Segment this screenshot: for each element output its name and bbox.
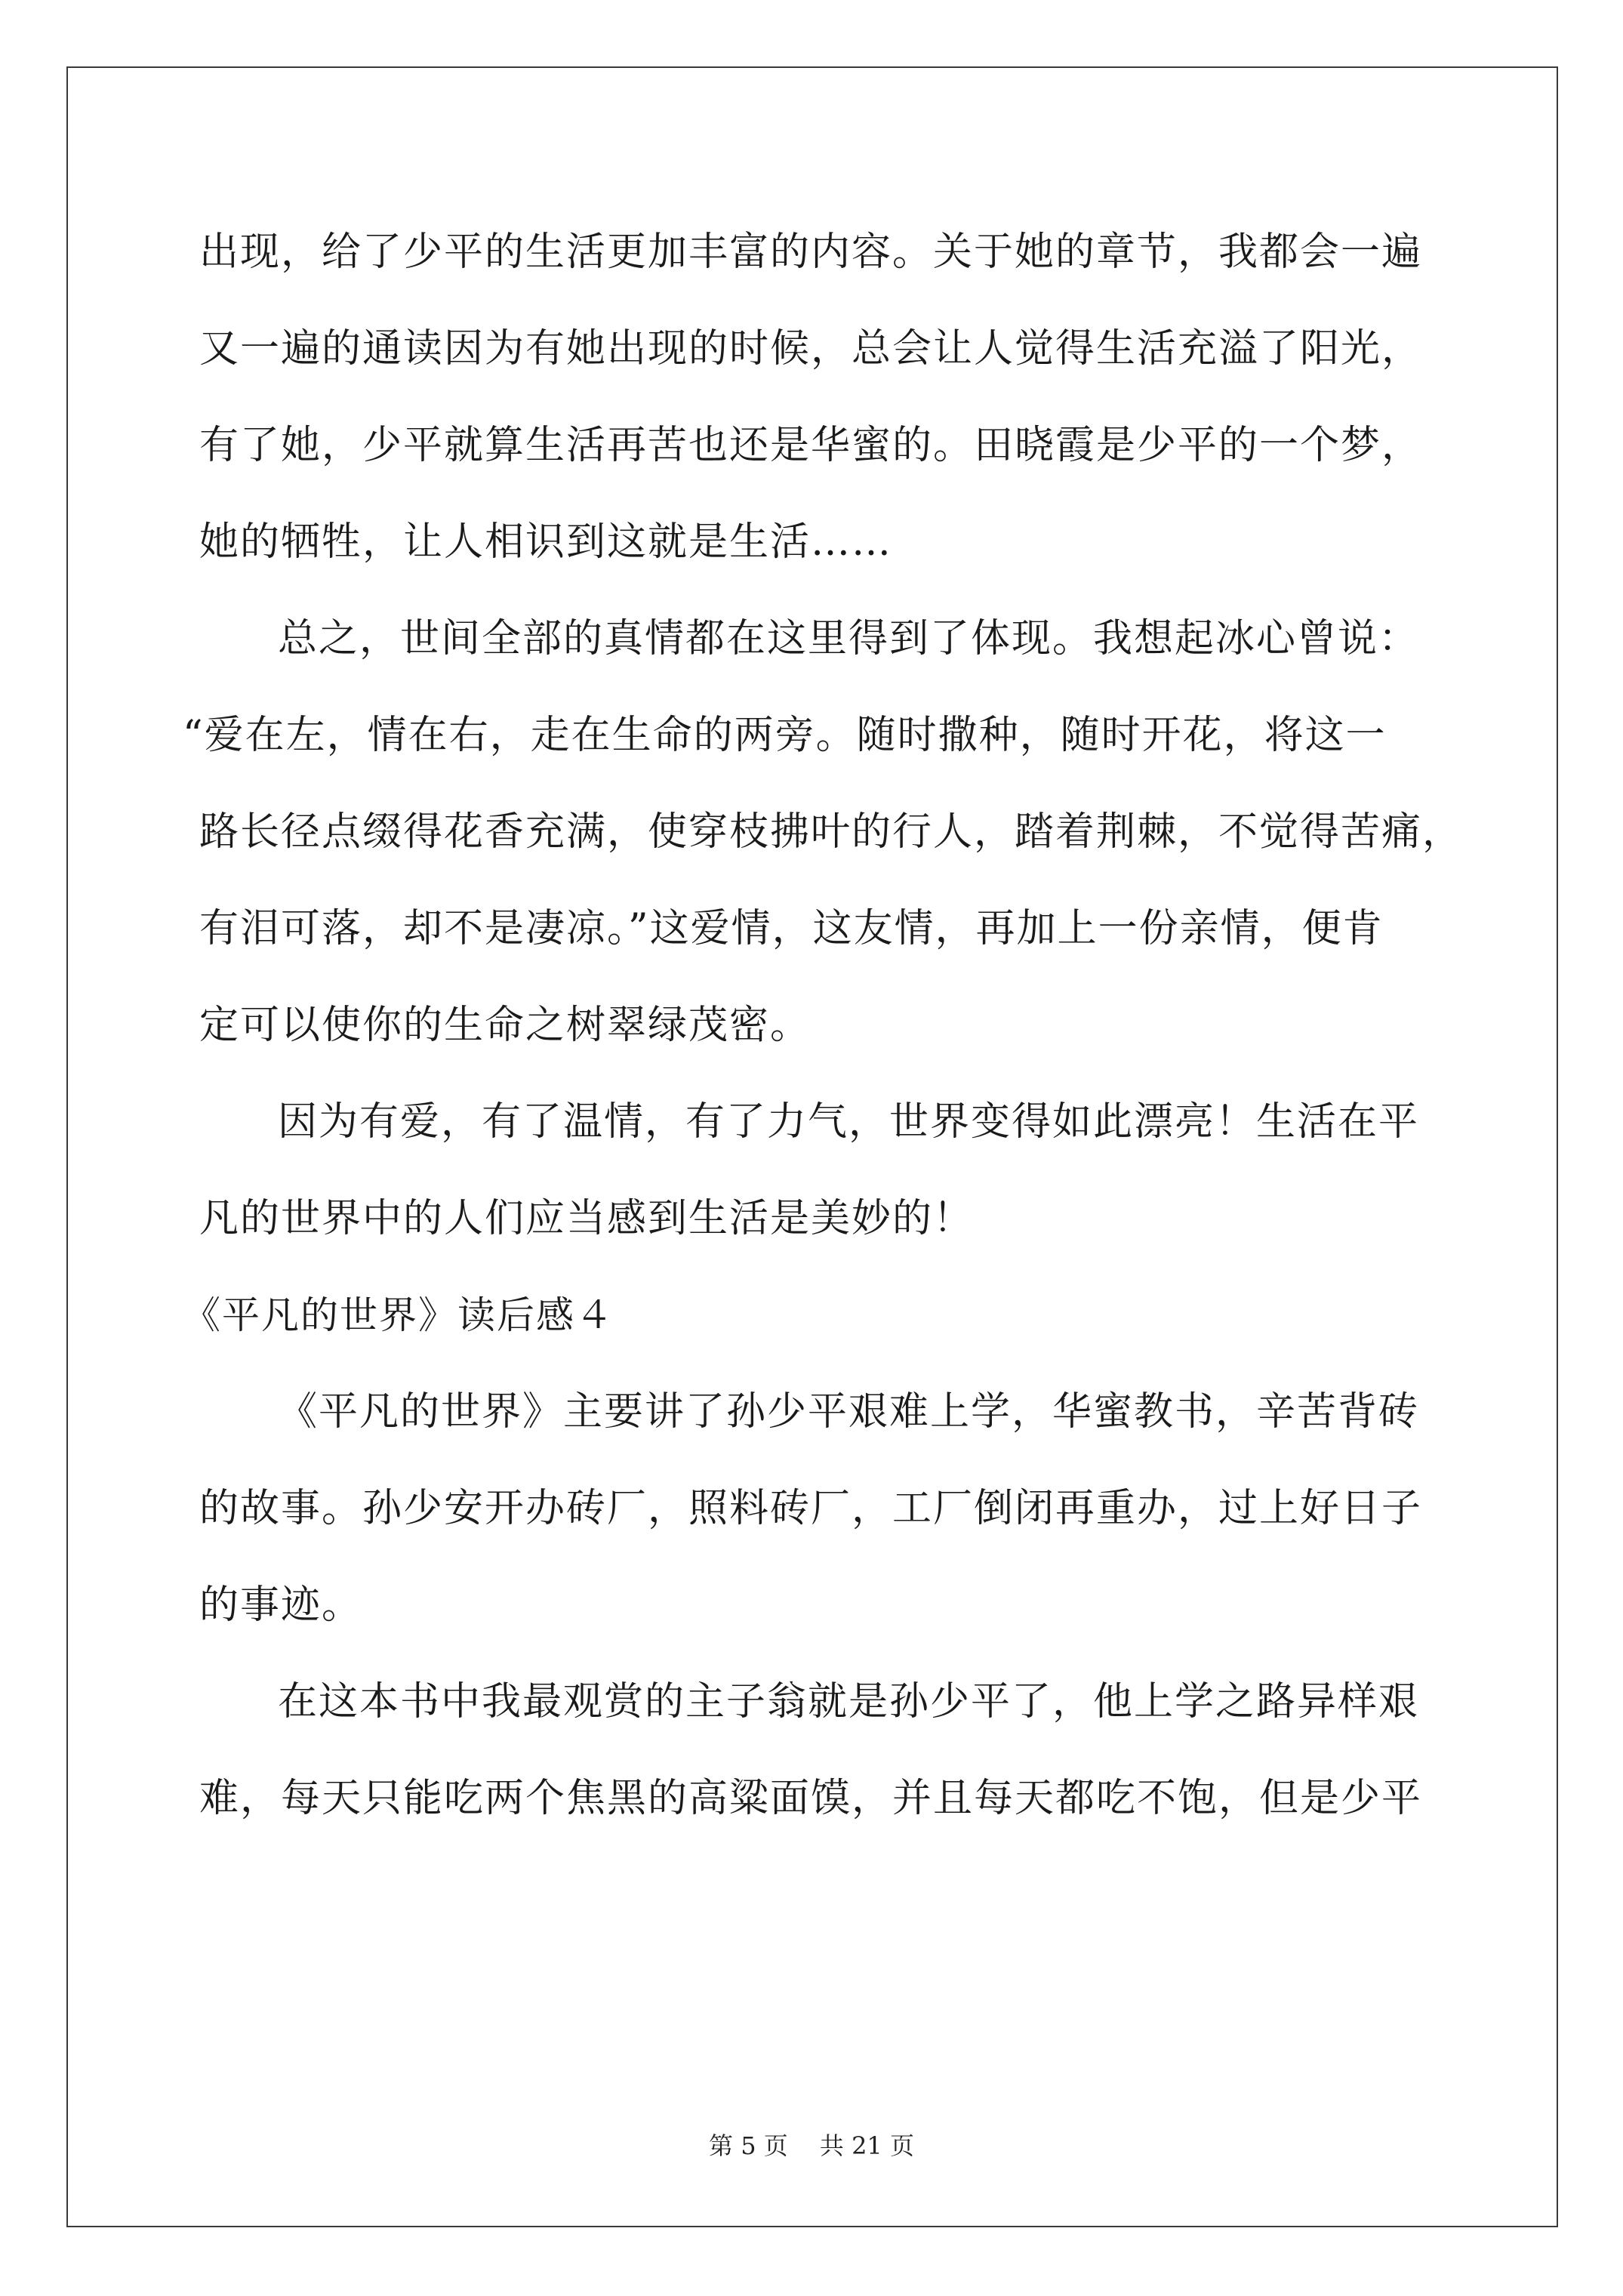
section-heading: 《平凡的世界》读后感４ <box>183 1293 614 1337</box>
paragraph-line: 凡的世界中的人们应当感到生活是美妙的！ <box>199 1196 975 1241</box>
document-body <box>183 219 1467 1862</box>
paragraph-line: 的事迹。 <box>199 1583 363 1628</box>
paragraph-line: 因为有爱，有了温情，有了力气，世界变得如此漂亮！生活在平 <box>278 1099 1420 1145</box>
paragraph-line: 有泪可落，却不是凄凉。”这爱情，这友情，再加上一份亲情，便肯 <box>199 906 1384 951</box>
paragraph-line: 在这本书中我最观赏的主子翁就是孙少平了，他上学之路异样艰 <box>278 1679 1420 1724</box>
paragraph-line: 有了她，少平就算生活再苦也还是华蜜的。田晓霞是少平的一个梦， <box>199 423 1423 468</box>
paragraph-line: 她的牺牲，让人相识到这就是生活…… <box>199 519 893 565</box>
paragraph-line: “爱在左，情在右，走在生命的两旁。随时撒种，随时开花，将这一 <box>183 713 1387 758</box>
paragraph-line: 定可以使你的生命之树翠绿茂密。 <box>199 1003 812 1048</box>
paragraph-line: 路长径点缀得花香充满，使穿枝拂叶的行人，踏着荆棘，不觉得苦痛， <box>199 809 1464 855</box>
paragraph-line: 的故事。孙少安开办砖厂，照料砖厂，工厂倒闭再重办，过上好日子 <box>199 1486 1423 1531</box>
paragraph-line: 总之，世间全部的真情都在这里得到了体现。我想起冰心曾说： <box>278 616 1420 661</box>
paragraph-line: 又一遍的通读因为有她出现的时候，总会让人觉得生活充溢了阳光， <box>199 326 1423 371</box>
paragraph-line: 难，每天只能吃两个焦黑的高粱面馍，并且每天都吃不饱，但是少平 <box>199 1776 1423 1821</box>
page-number: 第 5 页 共 21 页 <box>709 2131 914 2160</box>
paragraph-line: 出现，给了少平的生活更加丰富的内容。关于她的章节，我都会一遍 <box>199 230 1423 275</box>
paragraph-line: 《平凡的世界》主要讲了孙少平艰难上学，华蜜教书，辛苦背砖 <box>278 1389 1420 1435</box>
